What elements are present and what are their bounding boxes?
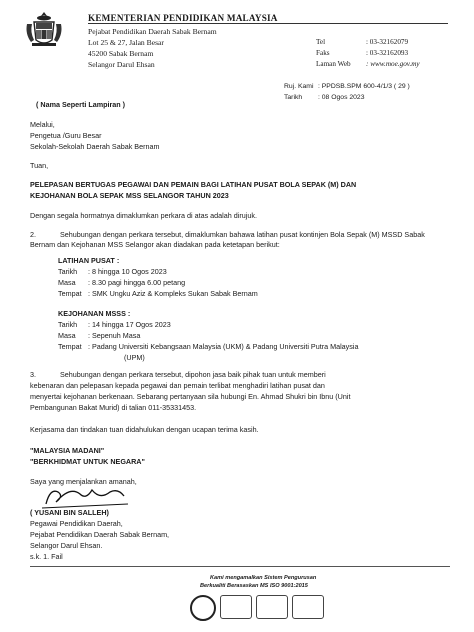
latihan-date-label: Tarikh xyxy=(58,267,78,276)
recipient-line: Pengetua /Guru Besar xyxy=(30,131,102,140)
latihan-venue-label: Tempat xyxy=(58,289,82,298)
salutation: Tuan, xyxy=(30,161,49,170)
kejohanan-time-label: Masa xyxy=(58,331,76,340)
slogan: "MALAYSIA MADANI" xyxy=(30,446,105,455)
signatory-office: Pejabat Pendidikan Daerah Sabak Bernam, xyxy=(30,530,170,539)
kejohanan-date-label: Tarikh xyxy=(58,320,78,329)
header-divider xyxy=(88,23,448,24)
paragraph-3-line: kebenaran dan pelepasan kepada pegawai dan pemain terlibat menghadiri latihan pusat dan xyxy=(30,381,325,390)
certification-badge-icon xyxy=(220,595,252,619)
certification-logo-icon xyxy=(190,595,216,621)
ministry-name: KEMENTERIAN PENDIDIKAN MALAYSIA xyxy=(88,13,278,23)
latihan-venue-value: : SMK Ungku Aziz & Kompleks Sukan Sabak Bernam xyxy=(88,289,258,298)
certification-badge-icon xyxy=(292,595,324,619)
kejohanan-venue-value: : Padang Universiti Kebangsaan Malaysia (UKM) & Padang Universiti Putra Malaysia xyxy=(88,342,359,351)
signatory-state: Selangor Darul Ehsan. xyxy=(30,541,103,550)
malaysia-coat-of-arms-icon xyxy=(24,10,64,48)
kejohanan-heading: KEJOHANAN MSSS : xyxy=(58,309,131,318)
date-label: Tarikh xyxy=(284,94,303,101)
office-name: Pejabat Pendidikan Daerah Sabak Bernam xyxy=(88,27,217,36)
slogan: "BERKHIDMAT UNTUK NEGARA" xyxy=(30,457,145,466)
reference-label: Ruj. Kami xyxy=(284,83,314,90)
latihan-heading: LATIHAN PUSAT : xyxy=(58,256,120,265)
paragraph-3-line: Sehubungan dengan perkara tersebut, dipohon jasa baik pihak tuan untuk memberi xyxy=(60,370,326,379)
paragraph-number: 3. xyxy=(30,370,36,379)
paragraph-number: 2. xyxy=(30,230,36,239)
website-label: Laman Web xyxy=(316,60,351,68)
website-value[interactable]: : www.moe.gov.my xyxy=(366,60,420,68)
subject-line: PELEPASAN BERTUGAS PEGAWAI DAN PEMAIN BAGI LATIHAN PUSAT BOLA SEPAK (M) DAN xyxy=(30,180,357,189)
tel-value: : 03-32162079 xyxy=(366,38,409,46)
paragraph-3-line: Pembangunan Bakat Murid) di talian 011-35331453. xyxy=(30,403,197,412)
signatory-name: ( YUSANI BIN SALLEH) xyxy=(30,508,109,517)
iso-statement: Kami mengamalkan Sistem Pengurusan xyxy=(210,575,317,581)
reference-number: : PPDSB.SPM 600-4/1/3 ( 29 ) xyxy=(318,83,410,90)
paragraph-2: Sehubungan dengan perkara tersebut, dimaklumkan bahawa latihan pusat kontinjen Bola Sepak (M) MSSD Sabak Bernam dan Kejohanan MSS Selangor akan diadakan pada ketetapan berikut: xyxy=(30,230,425,249)
latihan-time-label: Masa xyxy=(58,278,76,287)
recipient-line: Sekolah-Sekolah Daerah Sabak Bernam xyxy=(30,142,160,151)
tel-label: Tel xyxy=(316,38,326,46)
sign-off: Saya yang menjalankan amanah, xyxy=(30,477,137,486)
recipient-placeholder: ( Nama Seperti Lampiran ) xyxy=(36,100,126,109)
iso-statement: Berkualiti Berasaskan MS ISO 9001:2015 xyxy=(200,583,308,589)
closing-paragraph: Kerjasama dan tindakan tuan didahulukan dengan ucapan terima kasih. xyxy=(30,425,259,434)
signatory-title: Pegawai Pendidikan Daerah, xyxy=(30,519,123,528)
kejohanan-date-value: : 14 hingga 17 Ogos 2023 xyxy=(88,320,171,329)
kejohanan-venue-label: Tempat xyxy=(58,342,82,351)
copy-to: s.k. 1. Fail xyxy=(30,552,63,561)
fax-label: Faks xyxy=(316,49,330,57)
intro-paragraph: Dengan segala hormatnya dimaklumkan perkara di atas adalah dirujuk. xyxy=(30,211,257,220)
latihan-time-value: : 8.30 pagi hingga 6.00 petang xyxy=(88,278,186,287)
address-line: 45200 Sabak Bernam xyxy=(88,49,154,58)
kejohanan-time-value: : Sepenuh Masa xyxy=(88,331,141,340)
kejohanan-venue-continued: (UPM) xyxy=(124,353,145,362)
footer-divider xyxy=(30,566,450,567)
subject-line: KEJOHANAN BOLA SEPAK MSS SELANGOR TAHUN 2023 xyxy=(30,191,229,200)
certification-badge-icon xyxy=(256,595,288,619)
paragraph-3-line: menyertai kejohanan berkenaan. Sebarang pertanyaan sila hubungi En. Ahmad Shukri bin Ibnu (Unit xyxy=(30,392,351,401)
address-line: Lot 25 & 27, Jalan Besar xyxy=(88,38,164,47)
date-value: : 08 Ogos 2023 xyxy=(318,94,365,101)
via-label: Melalui, xyxy=(30,120,55,129)
fax-value: : 03-32162093 xyxy=(366,49,409,57)
latihan-date-value: : 8 hingga 10 Ogos 2023 xyxy=(88,267,167,276)
address-line: Selangor Darul Ehsan xyxy=(88,60,155,69)
